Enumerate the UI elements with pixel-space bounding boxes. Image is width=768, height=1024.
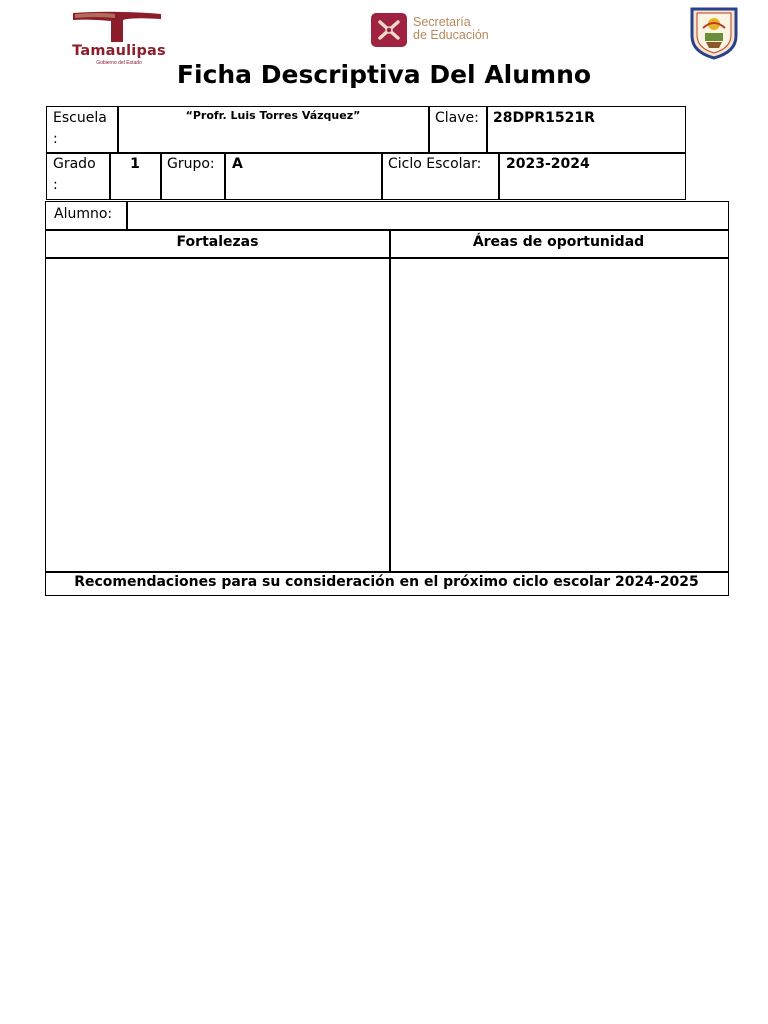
- ciclo-value-cell: [498, 152, 686, 200]
- clave-label-cell: [428, 106, 488, 154]
- grado-colon: :: [53, 177, 58, 193]
- grupo-label-cell: [160, 152, 226, 200]
- grado-label-cell: [46, 152, 111, 200]
- ciclo-label-cell: [381, 152, 500, 200]
- grado-label: Grado: [53, 156, 96, 172]
- fortalezas-header-cell: [45, 229, 391, 259]
- fortalezas-header: Fortalezas: [176, 234, 259, 250]
- recomendaciones-cell: [45, 571, 729, 596]
- alumno-label-cell: [45, 201, 128, 231]
- clave-value-cell: [486, 106, 686, 154]
- escuela-value-cell: [117, 106, 430, 154]
- clave-value: 28DPR1521R: [493, 110, 595, 126]
- tamaulipas-emblem-icon: [71, 10, 167, 44]
- alumno-field[interactable]: [126, 201, 729, 231]
- grado-value: 1: [130, 156, 140, 172]
- ciclo-label: Ciclo Escolar:: [388, 156, 482, 172]
- escuela-label: Escuela: [53, 110, 107, 126]
- grupo-label: Grupo:: [167, 156, 215, 172]
- escuela-value: “Profr. Luis Torres Vázquez”: [185, 109, 361, 122]
- tamaulipas-wordmark: Tamaulipas: [72, 43, 166, 59]
- escuela-colon: :: [53, 131, 58, 147]
- sep-badge-icon: [371, 13, 407, 47]
- oportunidad-field[interactable]: [389, 257, 729, 573]
- school-shield-logo: [689, 6, 739, 60]
- fortalezas-field[interactable]: [45, 257, 391, 573]
- sep-text-line2: de Educación: [413, 28, 489, 42]
- recomendaciones-label: Recomendaciones para su consideración en el próximo ciclo escolar 2024-2025: [74, 574, 699, 590]
- clave-label: Clave:: [435, 110, 479, 126]
- grupo-value: A: [232, 156, 243, 172]
- grupo-value-cell: [224, 152, 383, 200]
- page-title: Ficha Descriptiva Del Alumno: [176, 60, 592, 89]
- sep-text-line1: Secretaría: [413, 15, 471, 29]
- grado-value-cell: [109, 152, 162, 200]
- oportunidad-header: Áreas de oportunidad: [472, 234, 645, 250]
- alumno-label: Alumno:: [54, 206, 113, 222]
- tamaulipas-subtitle: Gobierno del Estado: [96, 60, 142, 66]
- school-shield-icon: [689, 6, 739, 60]
- tamaulipas-logo: [56, 8, 184, 66]
- sep-text: [413, 16, 489, 42]
- secretaria-educacion-logo: [371, 12, 501, 48]
- escuela-label-cell: [46, 106, 119, 154]
- ciclo-value: 2023-2024: [506, 156, 590, 172]
- oportunidad-header-cell: [389, 229, 729, 259]
